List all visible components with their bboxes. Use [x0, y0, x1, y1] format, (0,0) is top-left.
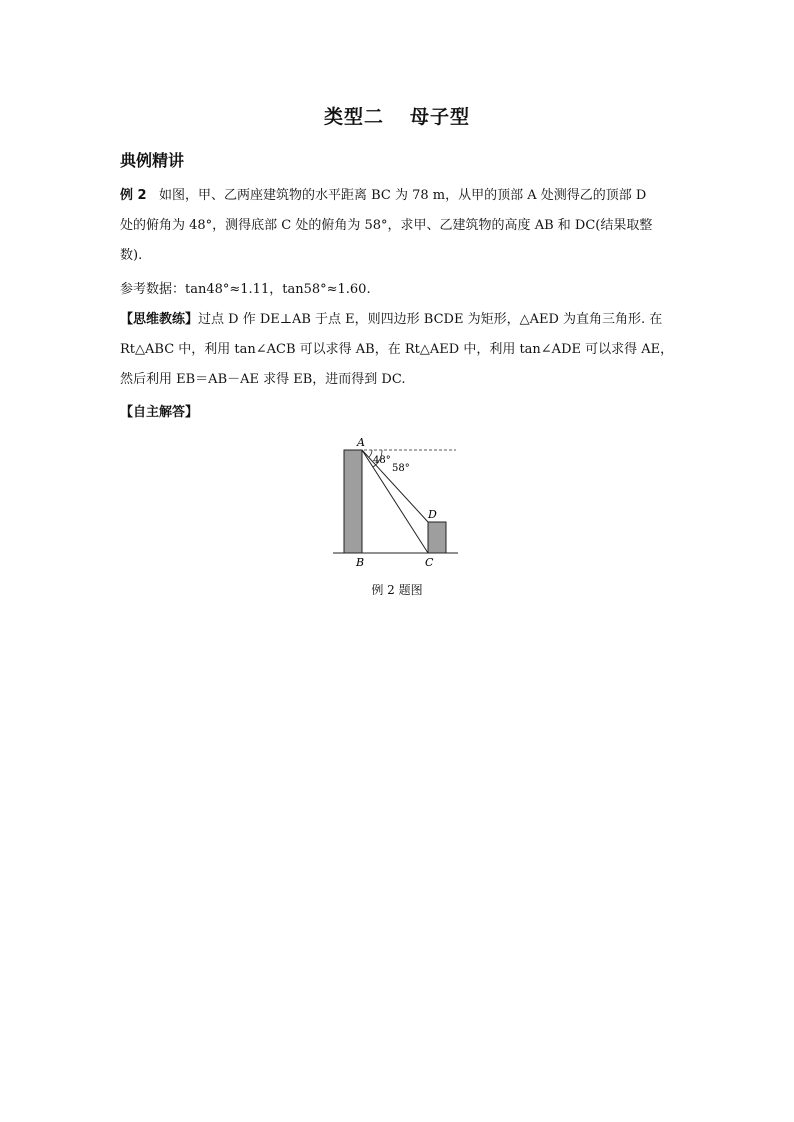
building-dc — [428, 522, 446, 553]
problem-statement — [120, 181, 680, 271]
label-d: D — [428, 508, 437, 521]
page-title — [0, 102, 794, 129]
hint-label: 【思维教练】 — [120, 312, 199, 327]
hint-line-2: Rt△ABC 中，利用 tan∠ACB 可以求得 AB，在 Rt△AED 中，利用 tan∠ADE 可以求得 AE， — [120, 342, 674, 357]
label-angle-48: 48° — [373, 455, 391, 466]
hint-line-1: 【思维教练】过点 D 作 DE⊥AB 于点 E，则四边形 BCDE 为矩形，△AED 为直角三角形. 在 — [120, 312, 663, 327]
hint-line-3: 然后利用 EB＝AB－AE 求得 EB，进而得到 DC. — [120, 372, 406, 387]
problem-line-2: 处的俯角为 48°，测得底部 C 处的俯角为 58°，求甲、乙建筑物的高度 AB 和 DC(结果取整 — [120, 218, 653, 233]
building-ab — [344, 450, 362, 553]
label-angle-58: 58° — [392, 463, 410, 474]
angle-arc-48 — [369, 450, 372, 457]
sight-line-ad — [362, 450, 428, 522]
geometry-figure — [330, 436, 470, 576]
reference-data: 参考数据：tan48°≈1.11，tan58°≈1.60. — [120, 282, 371, 297]
figure-caption: 例 2 题图 — [371, 583, 423, 597]
problem-line-3: 数). — [120, 248, 143, 263]
label-c: C — [425, 556, 434, 569]
title-type: 类型二 — [323, 106, 384, 128]
thinking-coach — [120, 305, 680, 395]
title-name: 母子型 — [410, 106, 471, 128]
label-a: A — [357, 436, 365, 449]
section-heading: 典例精讲 — [120, 151, 185, 170]
label-b: B — [356, 556, 365, 569]
problem-line-1: 例 2 如图，甲、乙两座建筑物的水平距离 BC 为 78 m，从甲的顶部 A 处测得乙的顶部 D — [120, 188, 647, 203]
self-answer-label: 【自主解答】 — [120, 405, 199, 420]
problem-label: 例 2 — [120, 188, 147, 203]
